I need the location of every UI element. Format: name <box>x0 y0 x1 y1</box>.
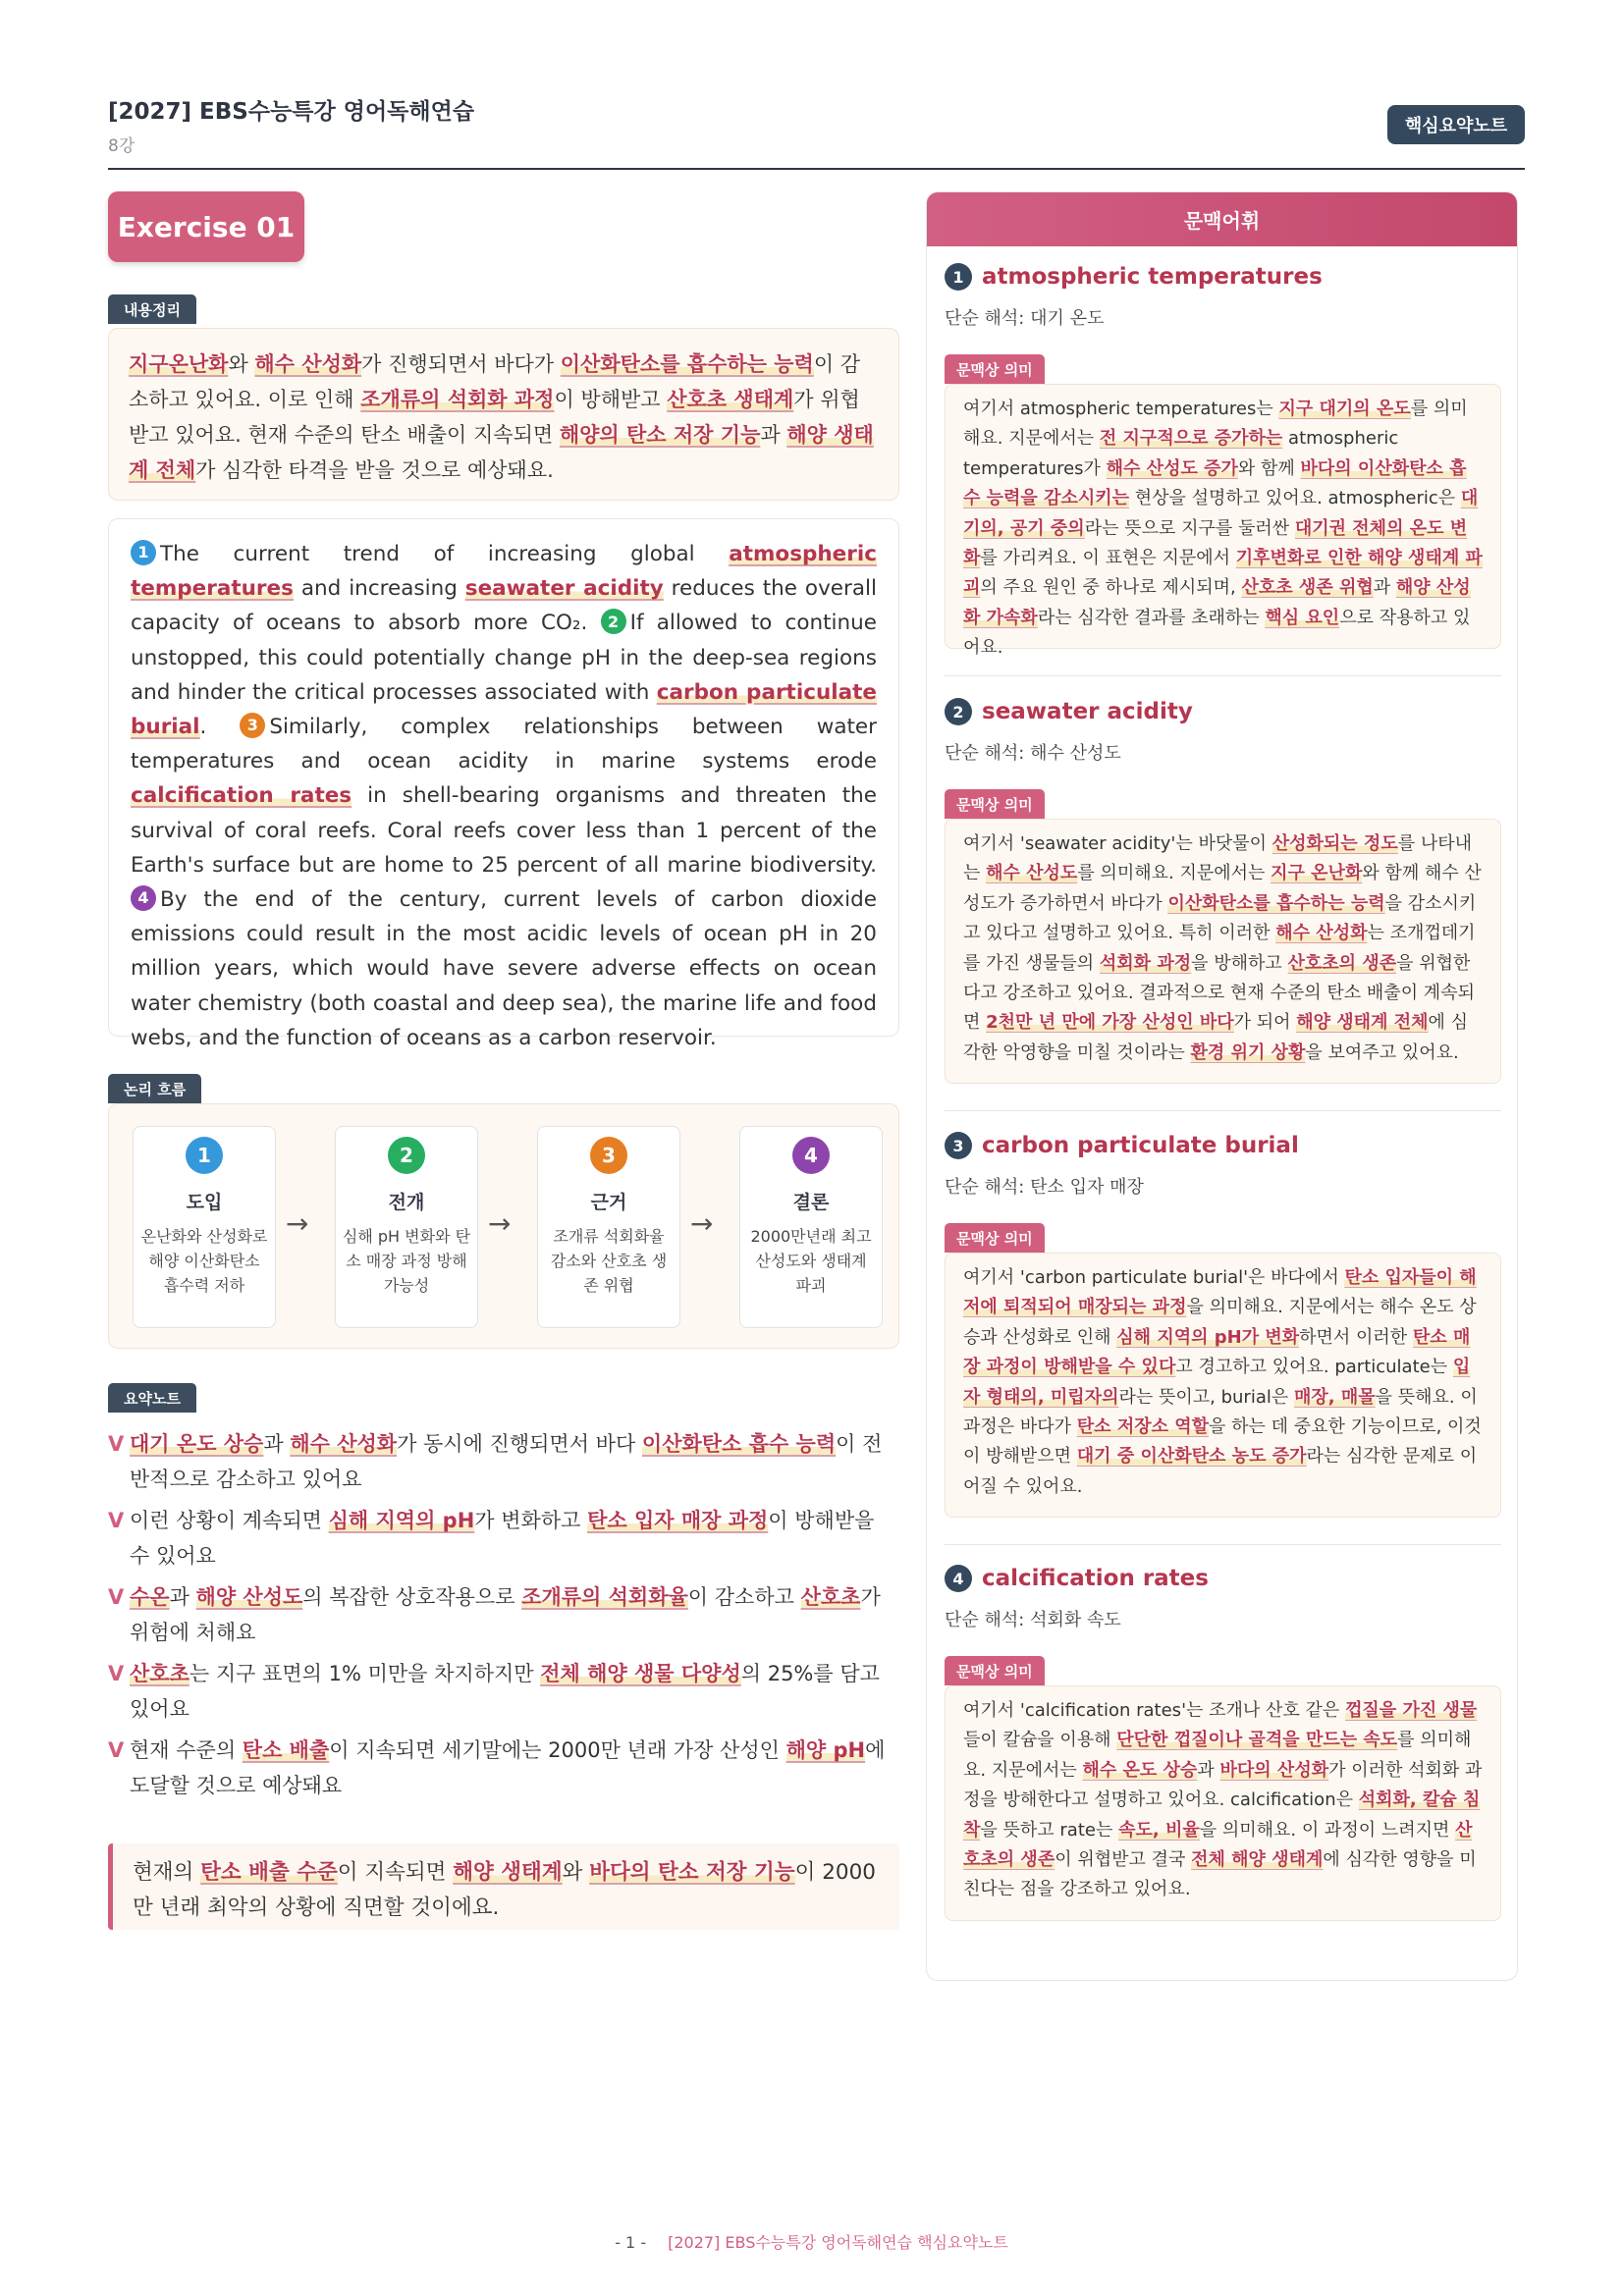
highlight-term: 단단한 껍질이나 골격을 만드는 속도 <box>1116 1730 1398 1751</box>
vocab-panel-title: 문맥어휘 <box>927 192 1517 246</box>
vocab-word <box>945 263 1323 291</box>
summary-text <box>129 347 879 488</box>
text-run: Similarly, complex relationships between water temperatures and ocean acidity in marine systems erode <box>131 715 877 774</box>
text-run: 라는 뜻으로 지구를 둘러싼 <box>1084 517 1295 539</box>
highlight-term: 해양 산성화 가속화 <box>963 577 1471 628</box>
note-text <box>130 1656 899 1727</box>
arrow-right-icon: → <box>690 1207 714 1240</box>
highlight-term: 해양 생태계 전체 <box>1296 1012 1429 1034</box>
text-run: 를 가리켜요. 이 표현은 지문에서 <box>980 548 1236 569</box>
text-run: 을 뜻하고 rate는 <box>980 1819 1119 1841</box>
text-run: 현상을 설명하고 있어요. atmospheric은 <box>1129 488 1461 509</box>
meaning-tag: 문맥상 의미 <box>945 1656 1045 1685</box>
vocab-word <box>945 1132 1299 1159</box>
summary-box <box>108 328 899 501</box>
flow-step-desc: 2000만년래 최고 산성도와 생태계 파괴 <box>750 1227 872 1295</box>
highlight-term: 산호초 <box>130 1662 189 1685</box>
highlight-term: 지구 온난화 <box>1271 863 1363 884</box>
text-run: 와 <box>562 1860 590 1885</box>
footer <box>0 2230 1623 2253</box>
text-run: 가 위험에 처해요 <box>130 1585 881 1644</box>
highlight-term: 대기권 전체의 온도 변화 <box>963 517 1468 569</box>
text-run: 과 <box>1373 577 1396 599</box>
highlight-term: 탄소 배출 수준 <box>200 1860 338 1885</box>
highlight-term: 전체 해양 생물 다양성 <box>540 1662 741 1685</box>
highlight-term: 조개류의 석회화율 <box>521 1585 688 1609</box>
text-run: 라는 심각한 결과를 초래하는 <box>1037 607 1266 628</box>
vocab-simple-prefix: 단순 해석: <box>945 1177 1025 1198</box>
highlight-term: 탄소 매장 과정이 방해받을 수 있다 <box>963 1326 1471 1378</box>
text-run: 와 함께 해수 산성도가 증가하면서 바다가 <box>963 863 1482 914</box>
highlight-term: 바다의 이산화탄소 흡수 능력을 감소시키는 <box>963 457 1467 509</box>
text-run: 여기서 atmospheric temperatures는 <box>963 399 1279 419</box>
flow-step-desc: 조개류 석회화율 감소와 산호초 생존 위협 <box>550 1227 668 1295</box>
text-run: By the end of the century, current levels of carbon dioxide emissions could result in the most acidic levels of ocean pH in 20 million years, which would have severe adverse effects on ocean water chemistry (both coastal and deep sea), the marine life and food webs, and the function of oceans as a carbon reservoir. <box>131 887 877 1050</box>
highlight-term: 전 지구적으로 증가하는 <box>1099 428 1283 450</box>
sentence-number: 1 <box>131 540 156 565</box>
vocab-number: 4 <box>945 1565 972 1592</box>
text-run: 을 의미해요. 지문에서는 해수 온도 상승과 산성화로 인해 <box>963 1297 1477 1348</box>
highlight-term: 해수 산성화 <box>1275 923 1368 944</box>
text-run: 과 <box>760 423 787 447</box>
highlight-term: 해수 산성도 증가 <box>1106 457 1238 479</box>
highlight-term: 껍질을 가진 생물 <box>1345 1700 1478 1721</box>
flow-step-number: 4 <box>792 1137 830 1174</box>
note-item <box>108 1656 899 1727</box>
header-badge: 핵심요약노트 <box>1387 105 1525 144</box>
check-icon: V <box>108 1509 125 1532</box>
text-run: 와 <box>228 352 255 376</box>
notes-tag: 요약노트 <box>108 1383 196 1413</box>
text-run: 에 도달할 것으로 예상돼요 <box>130 1738 886 1797</box>
highlight-term: 2천만 년 만에 가장 산성인 바다 <box>986 1012 1234 1034</box>
flow-step-title: 결론 <box>792 1192 830 1213</box>
text-run: 을 감소시키고 있다고 설명하고 있어요. 특히 이러한 <box>963 892 1477 944</box>
sentence-number: 2 <box>601 609 626 634</box>
sentence-number: 4 <box>131 885 156 911</box>
text-run: 현재의 <box>133 1860 201 1885</box>
text-run: 가 진행되면서 바다가 <box>361 352 561 376</box>
text-run: 하면서 이러한 <box>1299 1326 1413 1348</box>
flow-step <box>537 1126 680 1328</box>
header-divider <box>108 168 1525 170</box>
text-run: 과 <box>263 1432 291 1456</box>
highlight-term: 전체 해양 생태계 <box>1191 1849 1324 1871</box>
meaning-tag: 문맥상 의미 <box>945 354 1045 384</box>
highlight-term: carbon particulate burial <box>131 679 877 740</box>
text-run: 고 경고하고 있어요. particulate는 <box>1175 1357 1453 1378</box>
highlight-term: 조개류의 석회화 과정 <box>360 388 555 411</box>
text-run: 를 나타내는 <box>963 833 1472 884</box>
highlight-term: 해양 생태계 전체 <box>129 423 874 482</box>
highlight-term: 이산화탄소를 흡수하는 능력 <box>560 352 814 376</box>
note-text <box>130 1426 899 1497</box>
highlight-term: 석회화, 칼슘 침착 <box>963 1789 1481 1841</box>
highlight-term: 심해 지역의 pH가 변화 <box>1116 1326 1300 1348</box>
text-run: 는 지구 표면의 1% 미만을 차지하지만 <box>189 1662 541 1685</box>
text-run: 이 2000만 년래 최악의 상황에 직면할 것이에요. <box>133 1860 876 1920</box>
passage-text <box>131 537 877 1055</box>
vocab-number: 1 <box>945 263 972 291</box>
highlight-term: 바다의 탄소 저장 기능 <box>589 1860 795 1885</box>
vocab-simple-value: 해수 산성도 <box>1030 743 1121 764</box>
text-run: 이 방해받을 수 있어요 <box>130 1509 875 1568</box>
flow-step <box>133 1126 276 1328</box>
flow-box <box>108 1103 899 1349</box>
notes-list <box>108 1426 899 1809</box>
text-run: 여기서 'carbon particulate burial'은 바다에서 <box>963 1267 1345 1288</box>
text-run: atmospheric temperatures가 <box>963 428 1399 479</box>
check-icon: V <box>108 1738 125 1762</box>
highlight-term: 산호초 <box>800 1585 861 1609</box>
highlight-term: 해양 생태계 <box>453 1860 563 1885</box>
vocab-simple-prefix: 단순 해석: <box>945 743 1025 764</box>
passage-box <box>108 518 899 1050</box>
highlight-term: 지구온난화 <box>129 352 229 376</box>
text-run: If allowed to continue unstopped, this could potentially change pH in the deep-sea regions and hinder the critical processes associated with <box>131 611 877 705</box>
flow-step-number: 3 <box>590 1137 627 1174</box>
note-text <box>130 1503 899 1574</box>
highlight-term: 심해 지역의 pH <box>328 1509 475 1532</box>
highlight-term: 지구 대기의 온도 <box>1278 399 1411 419</box>
summary-tag: 내용정리 <box>108 294 196 324</box>
text-run: . <box>199 715 241 740</box>
highlight-term: 이산화탄소 흡수 능력 <box>641 1432 837 1456</box>
text-run: 이 방해받고 <box>554 388 668 411</box>
text-run: The current trend of increasing global <box>160 542 730 566</box>
text-run: 가 동시에 진행되면서 바다 <box>397 1432 642 1456</box>
flow-step-title: 근거 <box>590 1192 627 1213</box>
vocab-simple-value: 석회화 속도 <box>1030 1610 1121 1630</box>
meaning-box <box>945 1685 1501 1921</box>
highlight-term: 산호초 생존 위협 <box>1241 577 1374 599</box>
highlight-term: 해수 온도 상승 <box>1082 1759 1198 1781</box>
highlight-term: 탄소 입자 매장 과정 <box>587 1509 769 1532</box>
text-run: 와 함께 <box>1237 457 1301 479</box>
vocab-simple <box>945 304 1104 330</box>
text-run: 의 복잡한 상호작용으로 <box>302 1585 522 1609</box>
text-run: 을 보여주고 있어요. <box>1305 1041 1459 1063</box>
text-run: 라는 뜻이고, burial은 <box>1118 1386 1294 1408</box>
text-run: 을 의미해요. 이 과정이 느려지면 <box>1199 1819 1456 1841</box>
vocab-word <box>945 698 1193 725</box>
check-icon: V <box>108 1585 125 1609</box>
text-run: 이 감소하고 <box>687 1585 801 1609</box>
meaning-tag: 문맥상 의미 <box>945 1223 1045 1253</box>
highlight-term: 탄소 저장소 역할 <box>1076 1416 1210 1438</box>
text-run: 이 지속되면 세기말에는 2000만 년래 가장 산성인 <box>329 1738 786 1762</box>
text-run: 현재 수준의 <box>130 1738 243 1762</box>
vocab-word-text: carbon particulate burial <box>982 1133 1299 1158</box>
highlight-term: 산성화되는 정도 <box>1271 833 1398 854</box>
text-run: 으로 작용하고 있어요. <box>963 607 1471 659</box>
highlight-term: 석회화 과정 <box>1099 952 1192 974</box>
vocab-word-text: calcification rates <box>982 1566 1209 1591</box>
text-run: 에 심각한 영향을 미친다는 점을 강조하고 있어요. <box>963 1849 1477 1900</box>
highlight-term: 해양 pH <box>785 1738 866 1762</box>
highlight-term: 해수 산성화 <box>254 352 362 376</box>
highlight-term: 속도, 비율 <box>1118 1819 1200 1841</box>
highlight-term: 탄소 배출 <box>242 1738 330 1762</box>
text-run: 여기서 'seawater acidity'는 바닷물이 <box>963 833 1272 854</box>
text-run: 가 이러한 석회화 과정을 방해한다고 설명하고 있어요. calcification은 <box>963 1759 1483 1811</box>
text-run: 을 뜻해요. 이 과정은 바다가 <box>963 1386 1478 1438</box>
meaning-tag: 문맥상 의미 <box>945 789 1045 819</box>
vocab-divider <box>945 1110 1501 1111</box>
highlight-term: 기후변화로 인한 해양 생태계 파괴 <box>963 548 1483 599</box>
highlight-term: calcification rates <box>131 783 352 809</box>
text-run: 을 하는 데 중요한 기능이므로, 이것이 방해받으면 <box>963 1416 1482 1468</box>
flow-step-desc: 온난화와 산성화로 해양 이산화탄소 흡수력 저하 <box>140 1227 268 1295</box>
check-icon: V <box>108 1662 125 1685</box>
meaning-box <box>945 384 1501 659</box>
meaning-text <box>963 1696 1483 1905</box>
meaning-text <box>963 395 1483 664</box>
highlight-term: 매장, 매몰 <box>1293 1386 1376 1408</box>
highlight-term: 대기의, 공기 중의 <box>963 488 1479 539</box>
text-run: reduces the overall capacity of oceans to absorb more CO₂. <box>131 576 877 636</box>
text-run: 을 위협한다고 강조하고 있어요. 결과적으로 현재 수준의 탄소 배출이 계속되면 <box>963 952 1475 1034</box>
vocab-number: 3 <box>945 1132 972 1159</box>
flow-step-title: 도입 <box>186 1192 223 1213</box>
vocab-word-text: atmospheric temperatures <box>982 264 1323 290</box>
text-run: 가 변화하고 <box>474 1509 588 1532</box>
note-item <box>108 1733 899 1803</box>
text-run: 을 방해하고 <box>1191 952 1288 974</box>
highlight-term: 탄소 입자들이 해저에 퇴적되어 매장되는 과정 <box>963 1267 1477 1318</box>
vocab-panel <box>926 191 1518 1981</box>
text-run: 의 25%를 담고 있어요 <box>130 1662 880 1721</box>
meaning-text <box>963 1263 1483 1502</box>
note-text <box>130 1579 899 1650</box>
flow-tag: 논리 흐름 <box>108 1074 201 1103</box>
text-run: 가 되어 <box>1233 1012 1297 1034</box>
vocab-divider <box>945 675 1501 676</box>
page-number: - 1 - <box>615 2233 647 2252</box>
arrow-right-icon: → <box>488 1207 512 1240</box>
vocab-simple <box>945 739 1121 765</box>
text-run: 는 조개껍데기를 가진 생물들의 <box>963 923 1476 974</box>
note-item <box>108 1503 899 1574</box>
vocab-simple-prefix: 단순 해석: <box>945 1610 1025 1630</box>
meaning-box <box>945 819 1501 1084</box>
text-run: 에 심각한 악영향을 미칠 것이라는 <box>963 1012 1468 1063</box>
text-run: 이런 상황이 계속되면 <box>130 1509 329 1532</box>
vocab-simple-prefix: 단순 해석: <box>945 308 1025 329</box>
highlight-term: 환경 위기 상황 <box>1190 1041 1306 1063</box>
text-run: 를 의미해요. 지문에서는 <box>963 399 1468 450</box>
highlight-term: 해수 산성도 <box>986 863 1078 884</box>
flow-step-title: 전개 <box>388 1192 425 1213</box>
text-run: 를 의미해요. 지문에서는 <box>1077 863 1271 884</box>
text-run: 이 전반적으로 감소하고 있어요 <box>130 1432 883 1491</box>
text-run: 이 위협받고 결국 <box>1055 1849 1192 1871</box>
highlight-term: 산호초의 생존 <box>1287 952 1397 974</box>
conclusion-text <box>133 1855 880 1926</box>
note-text <box>130 1733 899 1803</box>
doc-title: [2027] EBS수능특강 영어독해연습 <box>108 99 475 125</box>
vocab-number: 2 <box>945 698 972 725</box>
text-run: 과 <box>169 1585 196 1609</box>
highlight-term: seawater acidity <box>464 576 664 602</box>
highlight-term: 바다의 산성화 <box>1219 1759 1329 1781</box>
flow-step-desc: 심해 pH 변화와 탄소 매장 과정 방해 가능성 <box>342 1227 471 1295</box>
highlight-term: 산호초의 생존 <box>963 1819 1473 1871</box>
highlight-term: 이산화탄소를 흡수하는 능력 <box>1167 892 1385 914</box>
vocab-simple-value: 탄소 입자 매장 <box>1030 1177 1144 1198</box>
highlight-term: 입자 형태의, 미립자의 <box>963 1357 1471 1408</box>
highlight-term: 핵심 요인 <box>1265 607 1340 628</box>
highlight-term: 수온 <box>130 1585 170 1609</box>
highlight-term: 해양 산성도 <box>195 1585 303 1609</box>
note-item <box>108 1579 899 1650</box>
text-run: 라는 심각한 문제로 이어질 수 있어요. <box>963 1446 1478 1497</box>
vocab-word-text: seawater acidity <box>982 699 1193 724</box>
text-run: 이 지속되면 <box>337 1860 454 1885</box>
flow-step <box>335 1126 478 1328</box>
doc-subtitle: 8강 <box>108 136 135 156</box>
vocab-divider <box>945 1544 1501 1545</box>
exercise-label: Exercise 01 <box>108 191 304 262</box>
text-run: 를 의미해요. 지문에서는 <box>963 1730 1472 1781</box>
note-item <box>108 1426 899 1497</box>
text-run: 의 주요 원인 중 하나로 제시되며, <box>980 577 1242 599</box>
text-run: and increasing <box>293 576 465 602</box>
text-run: 가 심각한 타격을 받을 것으로 예상돼요. <box>195 458 554 482</box>
text-run: 여기서 'calcification rates'는 조개나 산호 같은 <box>963 1700 1346 1721</box>
text-run: in shell-bearing organisms and threaten the survival of coral reefs. Coral reefs cover less than 1 percent of the Earth's surface but are home to 25 percent of all marine biodiversity. <box>131 783 878 878</box>
vocab-word <box>945 1565 1209 1592</box>
sentence-number: 3 <box>240 713 265 738</box>
conclusion-box <box>108 1843 899 1930</box>
text-run: 과 <box>1197 1759 1220 1781</box>
flow-step-number: 2 <box>388 1137 425 1174</box>
footer-title: [2027] EBS수능특강 영어독해연습 핵심요약노트 <box>668 2233 1008 2252</box>
vocab-simple <box>945 1606 1121 1631</box>
text-run: 가 위협받고 있어요. 현재 수준의 탄소 배출이 지속되면 <box>129 388 860 447</box>
text-run: 들이 칼슘을 이용해 <box>963 1730 1117 1751</box>
highlight-term: 대기 온도 상승 <box>130 1432 264 1456</box>
meaning-text <box>963 829 1483 1068</box>
highlight-term: 해수 산성화 <box>290 1432 398 1456</box>
highlight-term: atmospheric temperatures <box>131 542 877 602</box>
arrow-right-icon: → <box>286 1207 309 1240</box>
check-icon: V <box>108 1432 125 1456</box>
meaning-box <box>945 1253 1501 1518</box>
vocab-simple-value: 대기 온도 <box>1030 308 1105 329</box>
text-run: 이 감소하고 있어요. 이로 인해 <box>129 352 861 411</box>
highlight-term: 산호초 생태계 <box>667 388 794 411</box>
highlight-term: 해양의 탄소 저장 기능 <box>559 423 761 447</box>
flow-step-number: 1 <box>186 1137 223 1174</box>
flow-step <box>739 1126 883 1328</box>
vocab-simple <box>945 1173 1144 1199</box>
highlight-term: 대기 중 이산화탄소 농도 증가 <box>1076 1446 1307 1468</box>
